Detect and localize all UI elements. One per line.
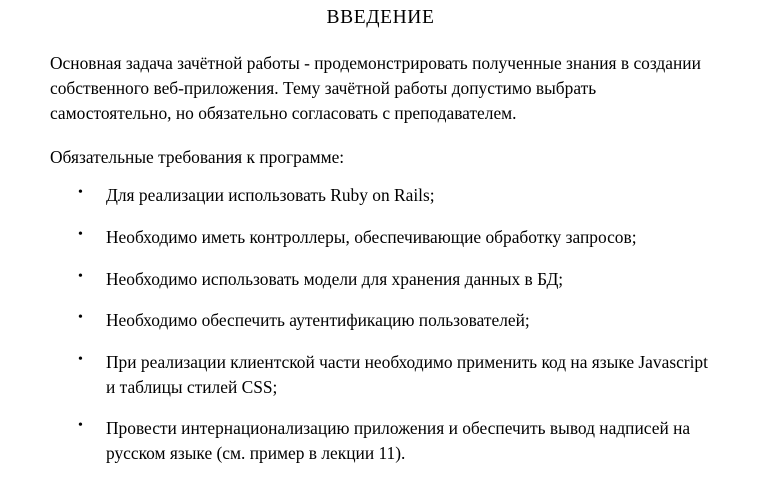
document-body <box>0 51 761 465</box>
requirements-list <box>50 183 713 466</box>
list-item-label: Необходимо использовать модели для хранения данных в БД; <box>106 268 564 289</box>
list-item <box>74 225 713 250</box>
list-item <box>74 308 713 333</box>
bullet-icon: • <box>78 352 83 368</box>
list-item-label: Необходимо обеспечить аутентификацию пользователей; <box>106 310 530 331</box>
list-item-label: Для реализации использовать Ruby on Rails; <box>106 185 435 206</box>
intro-paragraph: Основная задача зачётной работы - продемонстрировать полученные знания в создании собственного веб-приложения. Тему зачётной работы допустимо выбрать самостоятельно, но обязательно согласовать с преподавателем. <box>50 53 701 123</box>
bullet-icon: • <box>78 268 83 284</box>
list-item-label: Необходимо иметь контроллеры, обеспечивающие обработку запросов; <box>106 226 637 247</box>
bullet-icon: • <box>78 418 83 434</box>
list-item <box>74 416 713 465</box>
page-title: ВВЕДЕНИЕ <box>326 7 435 28</box>
bullet-icon: • <box>78 185 83 201</box>
document-page <box>0 6 761 481</box>
list-item-label: Провести интернационализацию приложения и обеспечить вывод надписей на русском языке (см. пример в лекции 11). <box>106 418 691 464</box>
bullet-icon: • <box>78 226 83 242</box>
requirements-heading: Обязательные требования к программе: <box>50 146 345 167</box>
bullet-icon: • <box>78 310 83 326</box>
list-item <box>74 350 713 399</box>
list-item <box>74 267 713 292</box>
list-item <box>74 183 713 208</box>
list-item-label: При реализации клиентской части необходимо применить код на языке Javascript и таблицы стилей CSS; <box>106 352 708 397</box>
